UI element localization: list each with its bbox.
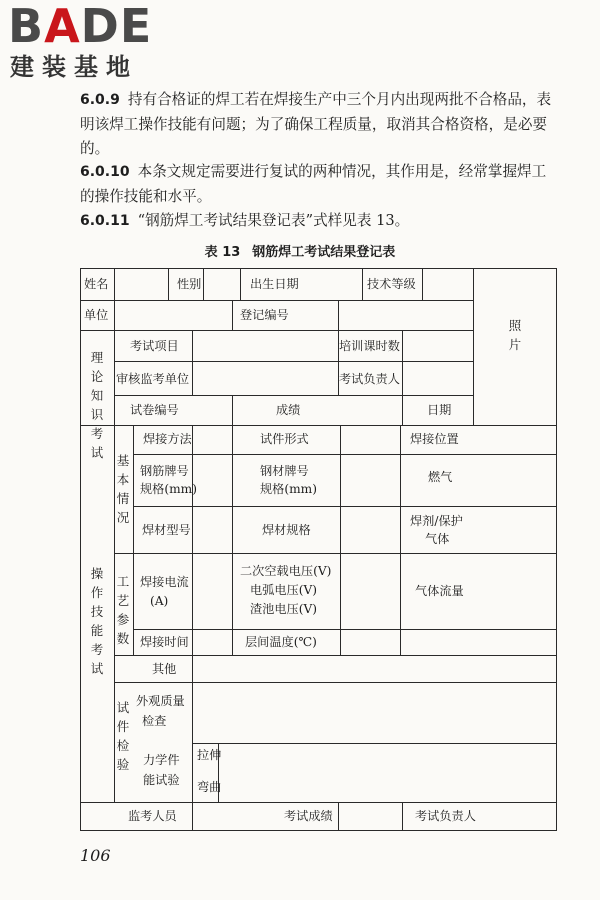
label-paper-no: 试卷编号 <box>130 403 179 417</box>
label-reg-no: 登记编号 <box>240 308 289 322</box>
label-consumable-spec: 焊材规格 <box>262 523 311 537</box>
label-flux-1: 焊剂/保护 <box>410 514 463 528</box>
label-weld-position: 焊接位置 <box>410 432 459 446</box>
label-theory-exam: 理论知识考试 <box>90 350 104 460</box>
paragraph-6-0-9: 6.0.9 持有合格证的焊工若在焊接生产中三个月内出现两批不合格品，表明该焊工操作技能有问题；为了确保工程质量，取消其合格资格，是必要的。 <box>80 91 552 157</box>
label-exam-leader-footer: 考试负责人 <box>415 809 476 823</box>
label-mech-2: 能试验 <box>143 773 180 787</box>
label-specimen-inspection: 试件检验 <box>116 700 130 772</box>
label-interpass-temp: 层间温度(℃) <box>245 635 317 649</box>
label-steel-grade: 钢筋牌号 <box>140 464 189 478</box>
label-unit: 单位 <box>84 308 109 322</box>
label-other: 其他 <box>152 662 177 676</box>
label-name: 姓名 <box>84 277 109 291</box>
label-basic-info: 基本情况 <box>116 453 130 525</box>
label-open-circuit-voltage: 二次空载电压(V) <box>240 564 332 578</box>
label-score: 成绩 <box>276 403 301 417</box>
label-skill-exam: 操作技能考试 <box>90 566 104 676</box>
label-gas-flow: 气体流量 <box>415 584 464 598</box>
logo-subtitle: 建装基地 <box>10 53 138 81</box>
label-process-params: 工艺参数 <box>116 574 130 646</box>
label-slag-voltage: 渣池电压(V) <box>250 602 318 616</box>
label-arc-voltage: 电弧电压(V) <box>250 583 318 597</box>
registration-table <box>80 268 557 831</box>
label-bend: 弯曲 <box>197 780 222 794</box>
label-photo: 照片 <box>508 318 522 352</box>
label-birth-date: 出生日期 <box>250 277 299 291</box>
label-weld-method: 焊接方法 <box>143 432 192 446</box>
label-weld-time: 焊接时间 <box>140 635 189 649</box>
label-specimen-form: 试件形式 <box>260 432 309 446</box>
label-examiner: 监考人员 <box>128 809 177 823</box>
label-weld-current-unit: (A) <box>150 594 169 608</box>
label-weld-current: 焊接电流 <box>140 575 189 589</box>
label-gas: 燃气 <box>428 470 453 484</box>
label-visual-1: 外观质量 <box>136 694 185 708</box>
table-caption: 表 13 钢筋焊工考试结果登记表 <box>204 245 396 260</box>
label-exam-result: 考试成绩 <box>284 809 333 823</box>
paragraph-6-0-11: 6.0.11 “钢筋焊工考试结果登记表”式样见表 13。 <box>80 212 410 229</box>
paragraph-6-0-10: 6.0.10 本条文规定需要进行复试的两种情况，其作用是，经常掌握焊工的操作技能和水平。 <box>80 163 547 205</box>
label-steel-spec: 规格(mm) <box>140 482 197 496</box>
brand-logo <box>8 2 178 80</box>
label-visual-2: 检查 <box>142 714 167 728</box>
label-training-hours: 培训课时数 <box>339 339 400 353</box>
label-material-grade: 钢材牌号 <box>260 464 309 478</box>
label-material-spec: 规格(mm) <box>260 482 317 496</box>
label-flux-2: 气体 <box>425 532 450 546</box>
logo-wordmark: BADE <box>8 0 153 53</box>
label-consumable-type: 焊材型号 <box>142 523 191 537</box>
label-tech-level: 技术等级 <box>367 277 416 291</box>
label-gender: 性别 <box>177 277 202 291</box>
label-tension: 拉伸 <box>197 748 222 762</box>
label-mech-1: 力学件 <box>143 753 180 767</box>
label-exam-item: 考试项目 <box>130 339 179 353</box>
page-number: 106 <box>80 846 111 865</box>
label-review-unit: 审核监考单位 <box>116 372 190 386</box>
label-exam-leader: 考试负责人 <box>339 372 400 386</box>
label-date: 日期 <box>427 403 452 417</box>
